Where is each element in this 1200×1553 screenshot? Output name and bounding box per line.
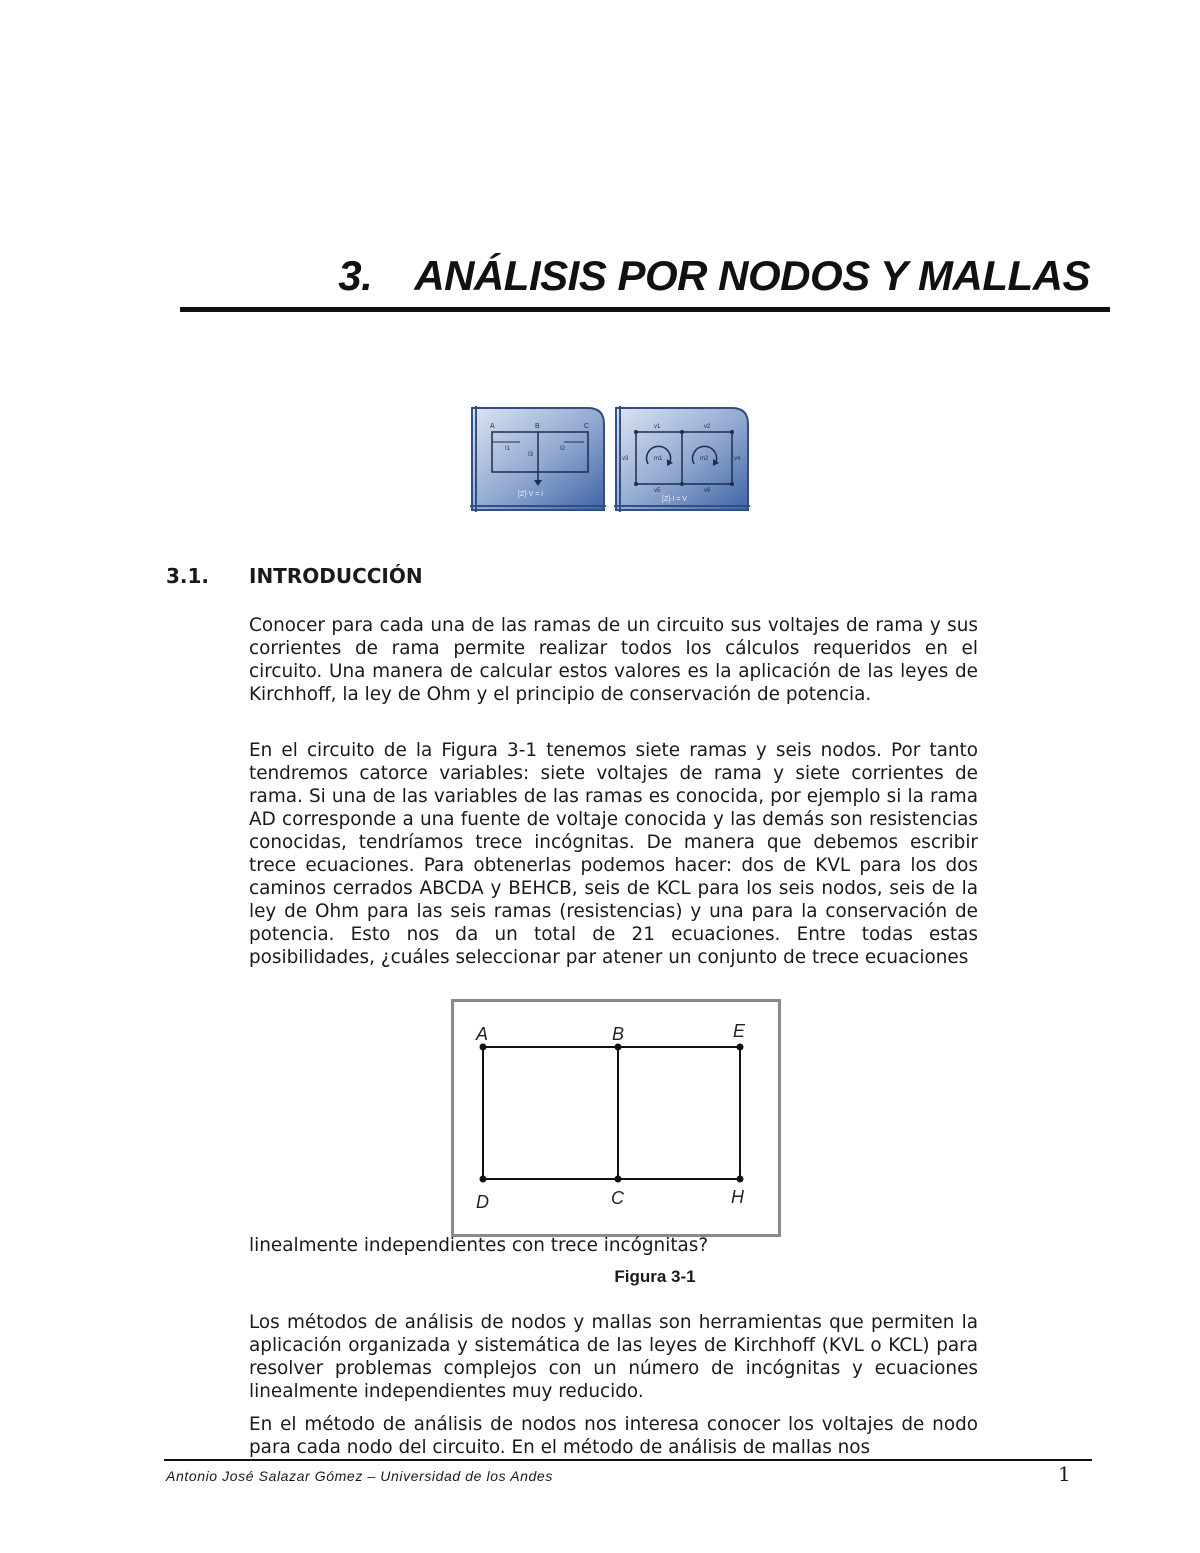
node-b (615, 1044, 622, 1051)
thumb-mesh-2: m2 (700, 456, 709, 462)
footer-author: Antonio José Salazar Gómez – Universidad de los Andes (166, 1468, 553, 1484)
thumb-voltage-6: v6 (704, 488, 711, 494)
thumb-voltage-5: v5 (654, 488, 661, 494)
node-d-label: D (476, 1192, 489, 1212)
node-c-label: C (611, 1188, 624, 1208)
title-rule (180, 307, 1110, 312)
node-e (737, 1044, 744, 1051)
thumb-voltage-2: v2 (704, 424, 711, 430)
paragraph-node-method: En el método de análisis de nodos nos interesa conocer los voltajes de nodo para cada nodo del circuito. En el método de análisis de mallas nos (249, 1414, 978, 1458)
thumb-mesh-1: m1 (654, 456, 663, 462)
thumb-node-c-label: C (584, 423, 590, 430)
thumb-voltage-1: v1 (654, 424, 661, 430)
figure-caption: Figura 3-1 (614, 1267, 696, 1286)
figure-3-1 (451, 999, 781, 1237)
thumb-voltage-3: v3 (622, 456, 629, 462)
thumb-voltage-4: v4 (734, 456, 741, 462)
paragraph-figure-reference: En el circuito de la Figura 3-1 tenemos siete ramas y seis nodos. Por tanto tendremos catorce variables: siete voltajes de rama y siete corrientes de rama. Si una de las variables de las ramas es conocida, por ejemplo si la rama AD corresponde a una fuente de voltaje conocida y las demás son resistencias conocidas, tendríamos trece incógnitas. De manera que debemos escribir trece ecuaciones. Para obtenerlas podemos hacer: dos de KVL para los dos caminos cerrados ABCDA y BEHCB, seis de KCL para los seis nodos, seis de la ley de Ohm para las seis ramas (resistencias) y una para la conservación de potencia. Esto nos da un total de 21 ecuaciones. Entre todas estas posibilidades, ¿cuáles seleccionar par atener un conjunto de trece ecuaciones (249, 740, 978, 968)
thumb-current-1: I1 (505, 446, 511, 452)
node-a (480, 1044, 487, 1051)
thumb-current-3: I3 (528, 452, 534, 458)
node-analysis-thumbnail (470, 406, 606, 512)
thumb-mesh-equation: [Z]·I = V (662, 496, 688, 503)
paragraph-intro: Conocer para cada una de las ramas de un circuito sus voltajes de rama y sus corrientes de rama permite realizar todos los cálculos requeridos en el circuito. Una manera de calcular estos valores es la aplicación de las leyes de Kirchhoff, la ley de Ohm y el principio de conservación de potencia. (249, 615, 978, 705)
node-c (615, 1176, 622, 1183)
page-number: 1 (1058, 1462, 1071, 1486)
node-a-label: A (476, 1024, 489, 1044)
chapter-title-text: ANÁLISIS POR NODOS Y MALLAS (414, 252, 1090, 299)
chapter-title (180, 252, 1090, 300)
thumb-node-equation: [Z]·V = I (518, 491, 544, 498)
section-title: INTRODUCCIÓN (249, 564, 423, 588)
node-h-label: H (731, 1187, 744, 1207)
outer-loop (483, 1047, 740, 1179)
mesh-analysis-thumbnail (614, 406, 750, 512)
thumb-node-b-label: B (535, 423, 540, 430)
node-h (737, 1176, 744, 1183)
node-d (480, 1176, 487, 1183)
paragraph-methods: Los métodos de análisis de nodos y mallas son herramientas que permiten la aplicación organizada y sistemática de las leyes de Kirchhoff (KVL o KCL) para resolver problemas complejos con un número de incógnitas y ecuaciones linealmente independientes muy reducido. (249, 1312, 978, 1402)
chapter-number: 3. (338, 252, 373, 299)
node-b-label: B (612, 1024, 625, 1044)
thumb-node-a-label: A (490, 423, 495, 430)
node-e-label: E (733, 1021, 746, 1041)
thumb-current-2: I2 (560, 446, 566, 452)
footer-rule (164, 1459, 1092, 1461)
paragraph-figure-reference-end: linealmente independientes con trece incógnitas? (249, 1235, 709, 1256)
section-number: 3.1. (166, 564, 210, 588)
circuit-graph (454, 1002, 778, 1234)
